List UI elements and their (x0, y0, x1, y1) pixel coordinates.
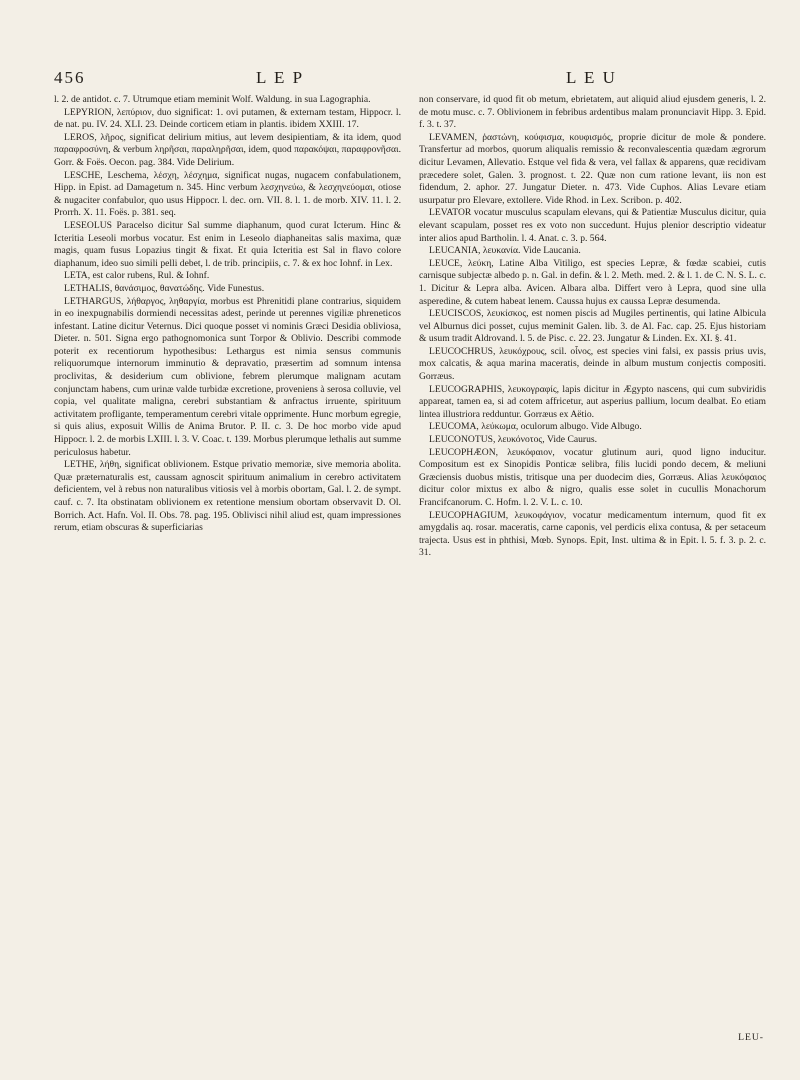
dictionary-entry: LEUCOCHRUS, λευκόχρους, scil. οἶνος, est species vini falsi, ex passis prius uvis, mox calcatis, & aqua marina maceratis, deinde in album mustum conjectis compositi. Gorræus. (419, 345, 766, 383)
dictionary-entry: LEROS, λῆρος, significat delirium mitius, aut levem desipientiam, & ita idem, quod παραφροσύνη, & verbum ληρῆσαι, παραληρῆσαι, idem, quod παρακόψαι, παραφρονῆσαι. Gorr. & Foës. Oecon. pag. 384. Vide Delirium. (54, 131, 401, 168)
right-running-head: L E U (566, 68, 617, 87)
dictionary-entry: LEUCOPHÆON, λευκόφαιον, vocatur glutinum auri, quod ligno inducitur. Compositum est ex Sinopidis Ponticæ selibra, filis lucidi pondo decem, & meliuni Græciensis duobus mistis, tritisque una per duodecim dies, Gorræus. Alias λευκόφαιος dicitur color mixtus ex albo & nigro, qualis esse solet in cucullis Monachorum Francifcanorum. C. Hofm. l. 2. V. L. c. 10. (419, 446, 766, 508)
dictionary-entry: LEUCOPHAGIUM, λευκοφάγιον, vocatur medicamentum internum, quod fit ex amygdalis aq. rosar. maceratis, carne caponis, vel perdicis elixa contusa, & per setaceum trajecta. Usus est in phthisi, Mœb. Synops. Epit, Inst. ultima & in Epit. l. 5. f. 3. p. 2. c. 31. (419, 509, 766, 559)
catchword: LEU- (738, 1032, 764, 1043)
page-header (54, 68, 766, 92)
left-running-head: L E P (256, 68, 305, 87)
dictionary-entry: LESCHE, Leschema, λέσχη, λέσχημα, significat nugas, nugacem confabulationem, Hipp. in Epist. ad Damagetum n. 345. Hinc verbum λεσχηνεύω, & λεσχηνεύομαι, otiose & nugaciter confabulor, quo usus Hippocr. l. dec. orn. VII. 8. l. 1. de morb. XIV. 11. l. 2. Prorrh. X. 11. Foës. p. 381. seq. (54, 169, 401, 219)
dictionary-entry: LEUCANIA, λευκανία. Vide Laucania. (429, 245, 581, 257)
dictionary-entry: LEUCOMA, λεύκωμα, oculorum albugo. Vide Albugo. (429, 421, 642, 433)
dictionary-entry: LESEOLUS Paracelso dicitur Sal summe diaphanum, quod curat Icterum. Hinc & Icteritia Leseoli morbus vocatur. Est enim in Leseolo diaphaneitas salis maxima, quæ magis, quam fusus Lopazius tingit & fixat. Et quia Icteritia est Sal in flavo colore diaphanum, ideo suo simili pelli debet, l. de trib. principiis, c. 7. & ex hoc Iohnf. in Lex. (54, 219, 401, 269)
dictionary-entry: non conservare, id quod fit ob metum, ebrietatem, aut aliquid aliud ejusdem generis, l. 2. de motu musc. c. 7. Oblivionem in febribus ardentibus malam pronunciavit Hipp. 3. Epid. f. 3. t. 37. (419, 94, 766, 131)
dictionary-entry: LETHALIS, θανάσιμος, θανατώδης. Vide Funestus. (64, 282, 265, 294)
right-column (419, 94, 766, 560)
page-number: 456 (54, 68, 86, 87)
dictionary-entry: LEUCE, λεύκη, Latine Alba Vitiligo, est species Lepræ, & fœdæ scabiei, cutis carnisque subjectæ albedo p. n. Gal. in defin. & l. 2. Meth. med. 2. & l. 1. de C. N. S. L. c. 1. Dicitur & Lepra alba. Avicen. Albara alba. Differt vero à Lepra, quod sine ulla asperedine, & cutem habeat lenem. Caussa hujus ex caussa Lepræ desumenda. (419, 257, 766, 307)
dictionary-entry: LETHARGUS, λήθαργος, ληθαργία, morbus est Phrenitidi plane contrarius, siquidem in eo inexpugnabilis dormiendi necessitas adest, perinde ut perennes vigiliæ phreneticos infestant. Latine dicitur Veternus. Dici quoque posset vi nominis Græci Desidia obliviosa, Dieter. n. 501. Signa ergo pathognomonica sunt Torpor & Oblivio. Describi commode poterit ex recentiorum hypothesibus: Lethargus est nimia sensus communis reliquorumque internorum imminutio & depravatio, præsertim ad somnum intensa proclivitas, & desiderium cum oblivione, febrem plerumque malignam acutam conjunctam habens, cum urinæ valde turbidæ excretione, proveniens à serosa colluvie, vel copia, vel qualitate maligna, cerebri substantiam & anfractus irruente, spirituum activitatem profligante, temperamentum cerebri vitale opprimente. Hunc morbum egregie, si quis alius, exposuit Willis de Anima Brutor. P. II. c. 3. De hoc morbo vide apud Hippocr. l. 2. de morbis LXIII. l. 3. V. Coac. t. 139. Morbus plerumque lethalis aut summe periculosus habetur. (54, 295, 401, 458)
left-column (54, 94, 401, 535)
dictionary-entry: LETA, est calor rubens, Rul. & Iohnf. (64, 270, 210, 282)
dictionary-entry: LETHE, λήθη, significat oblivionem. Estque privatio memoriæ, sive memoria abolita. Quæ præternaturalis est, caussam agnoscit spirituum animalium in cerebro activitatem deficientem, vel à rebus non naturalibus vitiosis vel à morbis obortam, Gal. l. 2. de sympt. cauf. c. 7. Ita obstinatam oblivionem ex retentione mensium obortam observavit D. Ol. Borrich. Act. Hafn. Vol. II. Obs. 78. pag. 195. Oblivisci nihil aliud est, quam impressiones rerum, etiam obscuras & superficiarias (54, 459, 401, 534)
dictionary-entry: l. 2. de antidot. c. 7. Utrumque etiam meminit Wolf. Waldung. in sua Lagographia. (54, 94, 371, 105)
dictionary-entry: LEVATOR vocatur musculus scapulam elevans, qui & Patientiæ Musculus dicitur, quia elevant scapulam, posset res ex voto non succedunt. Hujus plenior descriptio videatur inter alios apud Bartholin. l. 4. Anat. c. 3. p. 564. (419, 207, 766, 244)
dictionary-entry: LEUCOGRAPHIS, λευκογραφίς, lapis dicitur in Ægypto nascens, qui cum subviridis appareat, tamen ea, si ad cotem affricetur, aut asperius pallium, locum dealbat. Eo etiam lintea illustriora redduntur. Gorræus ex Aëtio. (419, 383, 766, 420)
dictionary-entry: LEUCONOTUS, λευκόνοτος, Vide Caurus. (429, 434, 598, 446)
dictionary-entry: LEVAMEN, ῥαστώνη, κούφισμα, κουφισμός, proprie dicitur de mole & pondere. Transfertur ad morbos, quorum aliqualis remissio & reconvalescentia quædam ægrorum dicitur Levamen, Allevatio. Estque vel fida & vera, vel fallax & apparens, quæ recidivam præcedere solet, Galen. 3. prognost. t. 22. Quæ non cum ratione levant, iis non est fidendum, 2. aphor. 27. Jungatur Dieter. n. 473. Vide Cuphos. Alias Levare etiam usurpatur pro Elevare, extollere. Vide Rhod. in Lex. Scribon. p. 402. (419, 131, 766, 206)
dictionary-entry: LEUCISCOS, λευκίσκος, est nomen piscis ad Mugiles pertinentis, qui latine Albicula vel Alburnus dici posset, cujus meminit Galen. lib. 3. de Al. Fac. cap. 25. Ejus historiam & usum tradit Aldrovand. l. 5. de Pisc. c. 22. 23. Jungatur & Linden. Ex. XI. §. 41. (419, 308, 766, 345)
dictionary-entry: LEPYRION, λεπύριον, duo significat: 1. ovi putamen, & externam testam, Hippocr. l. de nat. pu. IV. 24. XLI. 23. Deinde corticem etiam in plantis. ibidem XXIII. 17. (54, 106, 401, 131)
